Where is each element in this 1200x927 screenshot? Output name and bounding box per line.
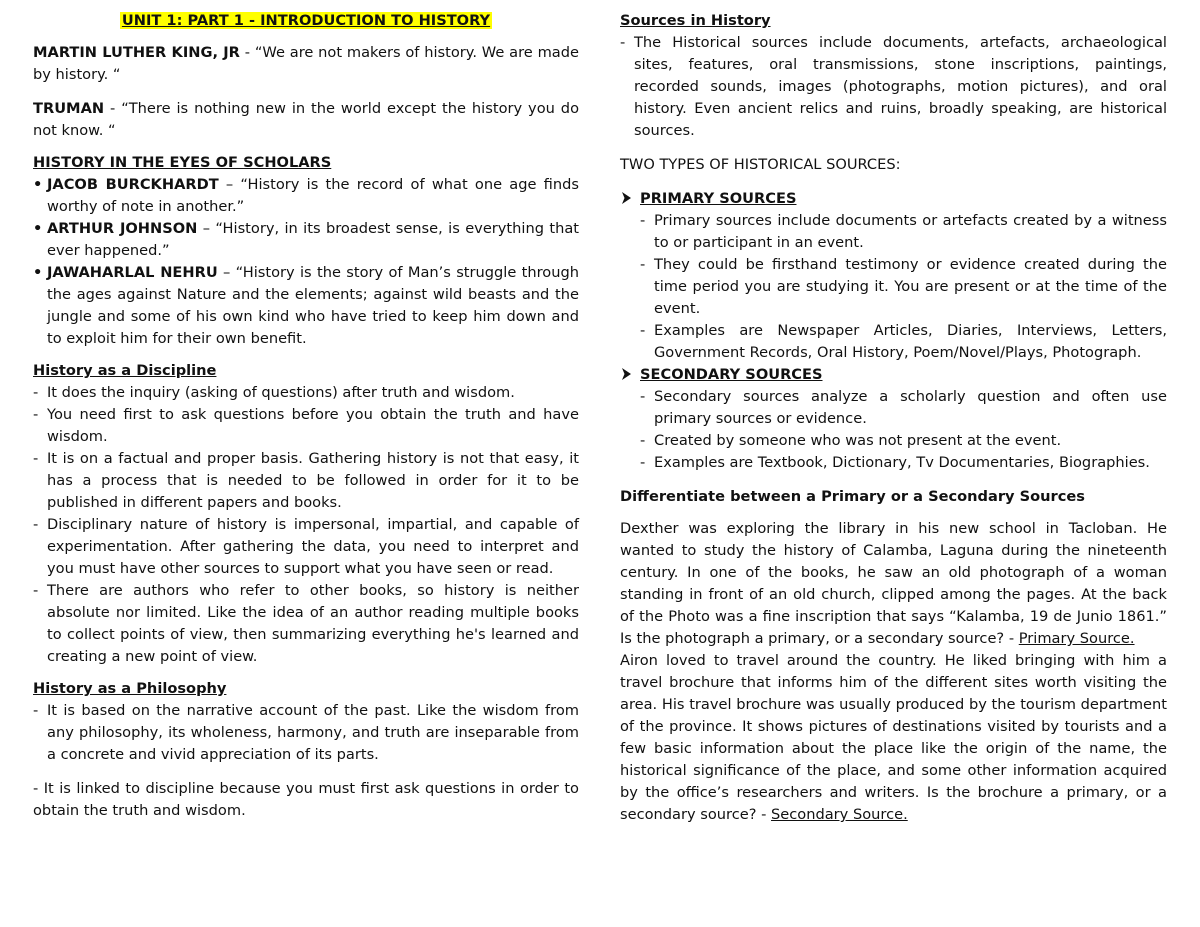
list-item: - Primary sources include documents or artefacts created by a witness to or participant in an event. xyxy=(640,210,1167,254)
quote-author: TRUMAN xyxy=(33,100,105,117)
secondary-list xyxy=(620,386,1167,474)
discipline-list xyxy=(33,382,579,668)
case-text: Dexther was exploring the library in his new school in Tacloban. He wanted to study the history of Calamba, Laguna during the nineteenth century. In one of the books, he saw an old photograph of a woman standing in front of an old church, clipped among the pages. At the back of the Photo was a fine inscription that says “Kalamba, 19 de Junio 1861.” Is the photograph a primary, or a secondary source? - xyxy=(620,520,1167,647)
case-dexther xyxy=(620,518,1167,650)
quote-text: - “We are not makers of history. We are made by history. “ xyxy=(33,44,579,83)
scholars-heading: HISTORY IN THE EYES OF SCHOLARS xyxy=(33,154,332,171)
closing-paragraph: - It is linked to discipline because you must first ask questions in order to obtain the truth and wisdom. xyxy=(33,780,579,819)
two-types-label: TWO TYPES OF HISTORICAL SOURCES: xyxy=(620,156,901,173)
list-item: - It is on a factual and proper basis. Gathering history is not that easy, it has a process that is needed to be followed in order for it to be published in different papers and books. xyxy=(33,448,579,514)
scholar-quote: – “History, in its broadest sense, is everything that ever happened.” xyxy=(47,220,579,259)
scholar-name: JAWAHARLAL NEHRU xyxy=(47,264,218,281)
scholar-quote: – “History is the record of what one age finds worthy of note in another.” xyxy=(47,176,579,215)
primary-list xyxy=(620,210,1167,364)
sources-heading: Sources in History xyxy=(620,12,771,29)
list-item xyxy=(33,174,579,218)
title-highlight: UNIT 1: PART 1 - INTRODUCTION TO HISTORY xyxy=(121,12,491,29)
page-title xyxy=(33,10,579,32)
case-text: Airon loved to travel around the country. He liked bringing with him a travel brochure that informs him of the different sites worth visiting the area. His travel brochure was usually produced by the tourism department of the province. It shows pictures of destinations visited by tourists and a few basic information about the place like the origin of the name, the historical significance of the place, and some other information acquired by the office’s researchers and writers. Is the brochure a primary, or a secondary source? - xyxy=(620,652,1167,823)
scholars-list xyxy=(33,174,579,350)
list-item: - There are authors who refer to other books, so history is neither absolute nor limited. Like the idea of an author reading multiple books to collect points of view, then summarizing everything he's learned and creating a new point of view. xyxy=(33,580,579,668)
list-item: - You need first to ask questions before you obtain the truth and have wisdom. xyxy=(33,404,579,448)
list-item: - They could be firsthand testimony or evidence created during the time period you are studying it. You are present or at the time of the event. xyxy=(640,254,1167,320)
list-item: - The Historical sources include documents, artefacts, archaeological sites, features, oral transmissions, stone inscriptions, paintings, recorded sounds, images (photographs, motion pictures), and oral history. Even ancient relics and ruins, broadly speaking, are historical sources. xyxy=(620,32,1167,142)
scholar-quote: – “History is the story of Man’s struggle through the ages against Nature and the elements; against wild beasts and the jungle and some of his own kind who have tried to keep him down and to exploit him for their own benefit. xyxy=(47,264,579,347)
list-item: - It does the inquiry (asking of questions) after truth and wisdom. xyxy=(33,382,579,404)
secondary-sources-heading xyxy=(620,364,1167,386)
quote-truman xyxy=(33,98,579,142)
case-airon xyxy=(620,650,1167,826)
arrow-right-icon xyxy=(620,364,633,386)
scholar-name: ARTHUR JOHNSON xyxy=(47,220,198,237)
philosophy-heading: History as a Philosophy xyxy=(33,680,227,697)
secondary-heading-text: SECONDARY SOURCES xyxy=(640,366,823,383)
scholar-name: JACOB BURCKHARDT xyxy=(47,176,219,193)
quote-author: MARTIN LUTHER KING, JR xyxy=(33,44,240,61)
right-column xyxy=(620,10,1167,826)
list-item: - Examples are Newspaper Articles, Diaries, Interviews, Letters, Government Records, Oral History, Poem/Novel/Plays, Photograph. xyxy=(640,320,1167,364)
primary-sources-heading xyxy=(620,188,1167,210)
primary-heading-text: PRIMARY SOURCES xyxy=(640,190,797,207)
discipline-heading: History as a Discipline xyxy=(33,362,217,379)
list-item: - Examples are Textbook, Dictionary, Tv Documentaries, Biographies. xyxy=(640,452,1167,474)
list-item: - Disciplinary nature of history is impersonal, impartial, and capable of experimentation. After gathering the data, you need to interpret and you must have other sources to support what you have seen or read. xyxy=(33,514,579,580)
quote-text: - “There is nothing new in the world except the history you do not know. “ xyxy=(33,100,579,139)
philosophy-list xyxy=(33,700,579,766)
left-column xyxy=(33,10,579,822)
differentiate-heading: Differentiate between a Primary or a Secondary Sources xyxy=(620,488,1085,505)
sources-list xyxy=(620,32,1167,142)
list-item: - Created by someone who was not present at the event. xyxy=(640,430,1167,452)
quote-mlk xyxy=(33,42,579,86)
list-item xyxy=(33,262,579,350)
list-item: - Secondary sources analyze a scholarly question and often use primary sources or evidence. xyxy=(640,386,1167,430)
arrow-right-icon xyxy=(620,188,633,210)
case-answer: Primary Source. xyxy=(1018,630,1135,647)
list-item: - It is based on the narrative account of the past. Like the wisdom from any philosophy, its wholeness, harmony, and truth are inseparable from a concrete and vivid appreciation of its parts. xyxy=(33,700,579,766)
case-answer: Secondary Source. xyxy=(771,806,908,823)
list-item xyxy=(33,218,579,262)
